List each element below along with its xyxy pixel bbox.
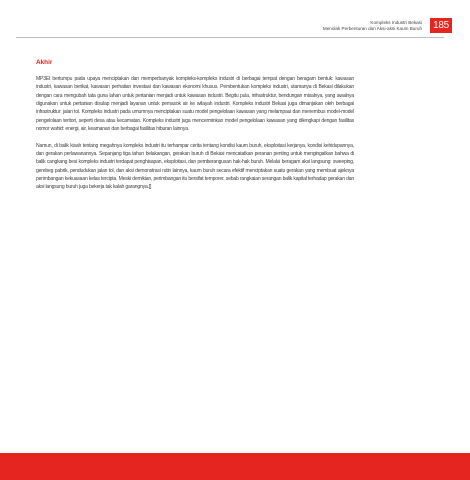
running-head <box>323 20 422 32</box>
running-head-line-1: Kompleks Industri Bekasi <box>370 20 422 25</box>
paragraph: MP3EI bertumpu pada upaya menciptakan dan memperbanyak kompleks-kompleks industri di berbagai tempat dengan beragam bentuk: kawasan industri, kawasan berikat, kawasan perhatian investasi dan kawasan ekonomi khusus. Pembentukan kompleks industri, utamanya di Bekasi dilakukan dengan cara mengubah tata guna lahan untuk pertanian menjadi untuk kawasan industri. Begitu pula, infrastruktur, bendungan misalnya, yang awalnya digunakan untuk pertanian disulap menjadi layanan untuk pemasok air ke wilayah industri. Kompleks industri Bekasi juga dimanjakan oleh berbagai infrastruktur: jalan tol. Kompleks industri pada umumnya menciptakan suatu model pengelolaan kawasan yang melampaui dan menembus model-model pengelolaan teritori, seperti desa atau kecamatan. Kompleks industri juga mencerminkan model pengelolaan kawasan yang dilengkapi dengan fasilitas nomor wahid: energi, air, keamanan dan berbagai fasilitas hiburan lainnya. <box>36 76 354 133</box>
footer-color-band <box>0 453 470 480</box>
running-head-line-2: Menolak Perbenturan dan Aksi-aksi Kaum Buruh <box>322 26 422 31</box>
header-divider <box>16 37 444 38</box>
body-text <box>36 75 354 200</box>
paragraph: Namun, di balik kisah tentang megahnya kompleks industri itu terhampar cerita tentang kondisi kaum buruh, eksploitasi kerjanya, kondisi kehidupannya, dan gerakan perlawanannya. Sepanjang tiga tahun belakangan, gerakan buruh di Bekasi mencatatkan peranan penting untuk mengingatkan bahwa di balik cangkang besi kompleks industri terdapat penghisapan, eksploitasi, dan pemberangusan hak-hak buruh. Melalui beragam aksi langsung: sweeping, gerebeg pabrik, pendudukan jalan tol, dan aksi demonstrasi rutin lainnya, kaum buruh secara efektif menciptakan suatu gerakan yang membuat ajeknya perimbangan kekuasaan kelas tercipta. Meski demikian, perimbangan itu bersifat temporer, sebab rangkaian serangan balik kapital terhadap gerakan dan aksi langsung buruh juga bekerja tak kalah garangnya.[] <box>36 142 354 191</box>
page-number: 185 <box>430 18 452 33</box>
section-title: Akhir <box>36 59 53 66</box>
